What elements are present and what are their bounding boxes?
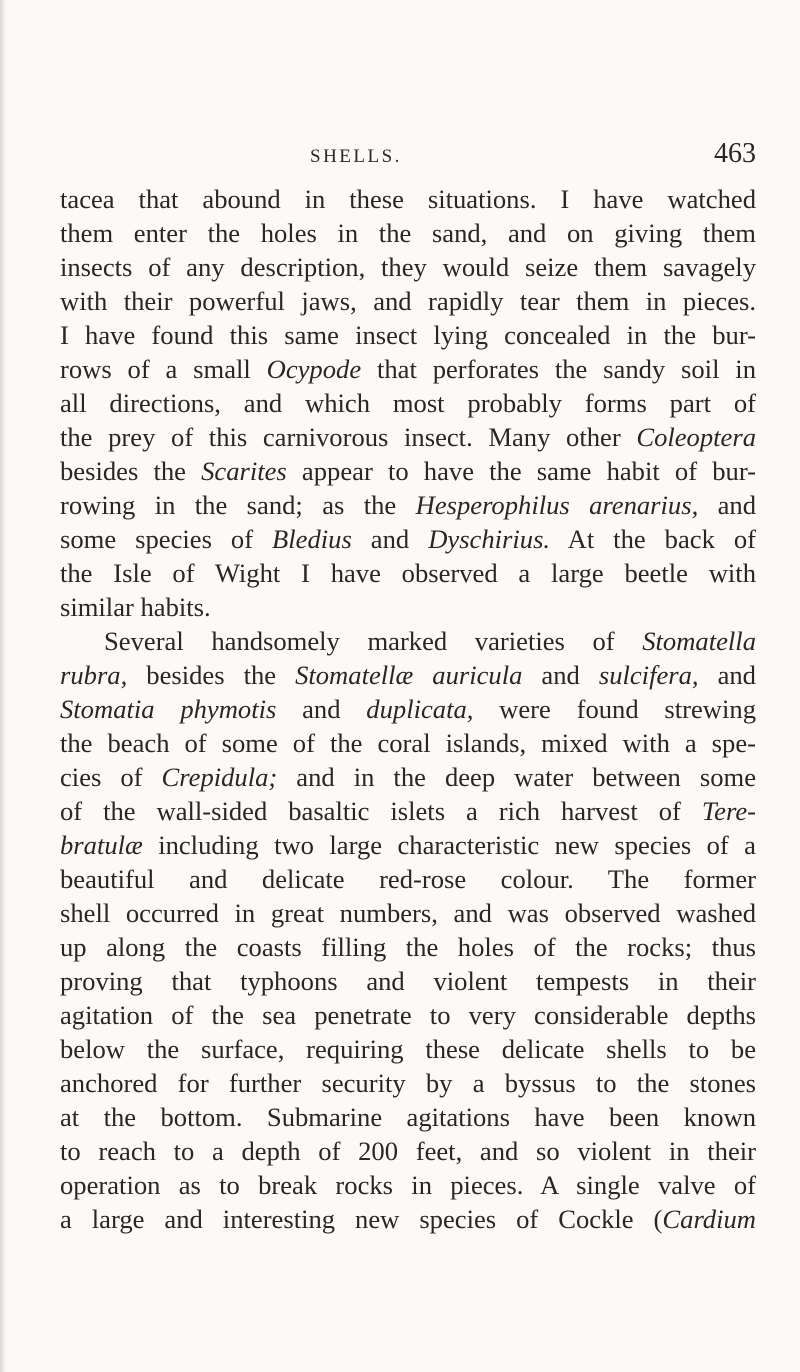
text-segment: and	[276, 694, 367, 724]
text-line	[60, 182, 756, 216]
text-segment: the Isle of Wight I have observed a large beetle with	[60, 558, 756, 588]
text-line	[60, 760, 756, 794]
italic-term: Hesperophilus arenarius,	[415, 490, 699, 520]
text-segment: agitation of the sea penetrate to very considerable depths	[60, 1000, 756, 1030]
text-segment: and	[351, 524, 429, 554]
text-line	[60, 556, 756, 590]
text-segment: cies of	[60, 762, 162, 792]
text-segment: with their powerful jaws, and rapidly tear them in pieces.	[60, 286, 756, 316]
italic-term: Coleoptera	[636, 422, 756, 452]
text-line	[60, 930, 756, 964]
italic-term: Crepidula;	[161, 762, 278, 792]
text-segment: some species of	[60, 524, 273, 554]
text-line	[60, 590, 756, 624]
text-segment: all directions, and which most probably forms part of	[60, 388, 756, 418]
text-segment: rowing in the sand; as the	[60, 490, 416, 520]
text-line	[60, 420, 756, 454]
text-segment: anchored for further security by a byssus to the stones	[60, 1068, 756, 1098]
text-segment: that perforates the sandy soil in	[361, 354, 756, 384]
text-line	[60, 964, 756, 998]
text-segment: were found strewing	[473, 694, 756, 724]
italic-term: Stomatella	[642, 626, 756, 656]
italic-term: Stomatellæ auricula	[295, 660, 523, 690]
text-segment: below the surface, requiring these delicate shells to be	[60, 1034, 756, 1064]
text-line	[60, 1134, 756, 1168]
text-segment: similar habits.	[60, 592, 211, 622]
text-segment: tacea that abound in these situations. I have watched	[60, 184, 756, 214]
text-segment: to reach to a depth of 200 feet, and so violent in their	[60, 1136, 756, 1166]
text-line	[60, 522, 756, 556]
text-segment: up along the coasts filling the holes of the rocks; thus	[60, 932, 756, 962]
italic-term: sulcifera,	[598, 660, 699, 690]
text-line	[60, 352, 756, 386]
text-segment: proving that typhoons and violent tempests in their	[60, 966, 756, 996]
italic-term: Cardium	[662, 1204, 756, 1234]
text-segment: and	[698, 490, 757, 520]
text-segment: rows of a small	[60, 354, 267, 384]
italic-term: Ocypode	[266, 354, 362, 384]
text-segment: besides the	[127, 660, 296, 690]
body-text	[60, 182, 756, 1236]
text-line	[60, 998, 756, 1032]
text-segment: I have found this same insect lying concealed in the bur-	[60, 320, 756, 350]
text-line	[60, 1168, 756, 1202]
text-segment: operation as to break rocks in pieces. A single valve of	[60, 1170, 756, 1200]
text-line	[60, 1032, 756, 1066]
page-header	[60, 134, 756, 174]
text-line	[60, 250, 756, 284]
text-line	[60, 216, 756, 250]
text-line	[60, 1202, 756, 1236]
text-segment: and in the deep water between some	[277, 762, 756, 792]
text-line	[60, 624, 756, 658]
italic-term: bratulæ	[60, 830, 143, 860]
italic-term: Bledius	[272, 524, 352, 554]
text-line	[60, 1066, 756, 1100]
text-segment: and	[698, 660, 756, 690]
italic-term: Stomatia phymotis	[60, 694, 277, 724]
text-segment: at the bottom. Submarine agitations have been known	[60, 1102, 756, 1132]
text-segment: besides the	[60, 456, 202, 486]
text-line	[60, 828, 756, 862]
text-line	[60, 488, 756, 522]
text-segment: beautiful and delicate red-rose colour. The former	[60, 864, 756, 894]
text-segment: them enter the holes in the sand, and on giving them	[60, 218, 756, 248]
text-segment: the beach of some of the coral islands, mixed with a spe-	[60, 728, 756, 758]
text-line	[60, 896, 756, 930]
text-line	[60, 692, 756, 726]
text-line	[60, 1100, 756, 1134]
text-segment: At the back of	[550, 524, 756, 554]
text-line	[60, 284, 756, 318]
running-head: SHELLS.	[310, 146, 402, 167]
text-segment: Several handsomely marked varieties of	[104, 626, 643, 656]
text-line	[60, 454, 756, 488]
text-line	[60, 318, 756, 352]
italic-term: Scarites	[201, 456, 287, 486]
page-left-edge-shadow	[0, 0, 6, 1372]
text-line	[60, 658, 756, 692]
page-number: 463	[714, 138, 756, 169]
text-segment: shell occurred in great numbers, and was observed washed	[60, 898, 756, 928]
text-segment: including two large characteristic new species of a	[142, 830, 756, 860]
text-line	[60, 726, 756, 760]
italic-term: Tere-	[701, 796, 756, 826]
text-segment: insects of any description, they would seize them savagely	[60, 252, 756, 282]
italic-term: rubra,	[60, 660, 128, 690]
text-segment: and	[522, 660, 599, 690]
text-line	[60, 386, 756, 420]
italic-term: duplicata,	[366, 694, 474, 724]
text-segment: a large and interesting new species of Cockle (	[60, 1204, 663, 1234]
italic-term: Dyschirius.	[428, 524, 551, 554]
text-segment: the prey of this carnivorous insect. Many other	[60, 422, 637, 452]
text-segment: appear to have the same habit of bur-	[286, 456, 756, 486]
text-segment: of the wall-sided basaltic islets a rich harvest of	[60, 796, 702, 826]
text-line	[60, 862, 756, 896]
text-line	[60, 794, 756, 828]
